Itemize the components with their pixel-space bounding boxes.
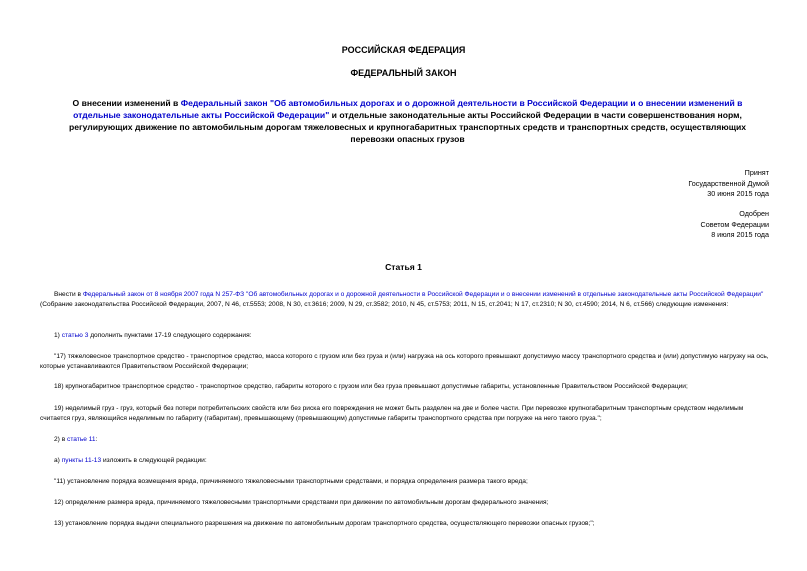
paragraph-item-19: 19) неделимый груз - груз, который без потери потребительских свойств или без риска его повреждения не может быть разделен на две и более части. При перевозке крупногабаритным транспортным средством неделимым считается груз, являющийся неделимым по габариту (габаритам), превышающему (превышающим) допустимые габариты транспортного средства при погрузке на него такого груза.";	[40, 405, 744, 422]
paragraph-item-17: "17) тяжеловесное транспортное средство - транспортное средство, масса которого с грузом или без груза и (или) нагрузка на ось которого превышают допустимую массу транспортного средства и (или) допустимую нагрузку на ось, которые устанавливаются Правительством Российской Федерации;	[40, 353, 769, 370]
approved-line1: Одобрен	[739, 209, 769, 218]
p6-text-a: 2) в	[54, 436, 68, 443]
adopted-block	[688, 168, 769, 200]
title-prefix: О внесении изменений в	[72, 98, 181, 108]
title-law-link[interactable]: Федеральный закон "Об автомобильных дорогах и о дорожной деятельности в Российской Федерации и о внесении изменений в отдельные законодательные акты Российской Федерации"	[73, 98, 743, 120]
approved-line2: Советом Федерации	[700, 219, 769, 229]
paragraph-intro	[40, 290, 770, 310]
p1-text-a: Внести в	[54, 291, 83, 298]
p7-text-b: изложить в следующей редакции:	[101, 457, 207, 464]
paragraph-item-1	[40, 331, 770, 341]
p6-text-b: :	[95, 436, 98, 443]
adopted-line1: Принят	[744, 168, 769, 177]
paragraph-item-11: "11) установление порядка возмещения вреда, причиняемого тяжеловесными транспортными средствами, и порядка определения размера такого вреда;	[54, 478, 528, 485]
p1-law-link[interactable]: Федеральный закон от 8 ноября 2007 года N 257-ФЗ "Об автомобильных дорогах и о дорожной деятельности в Российской Федерации и о внесении изменений в отдельные законодательные акты Российской Федерации"	[82, 291, 764, 298]
article-11-link[interactable]: статье 11	[67, 436, 96, 443]
p7-text-a: а)	[54, 457, 62, 464]
adopted-line2: Государственной Думой	[688, 178, 769, 188]
approved-block	[701, 209, 769, 241]
approved-line3: 8 июля 2015 года	[711, 230, 769, 239]
adopted-line3: 30 июня 2015 года	[707, 189, 769, 198]
paragraph-item-2	[40, 435, 770, 445]
federation-heading: РОССИЙСКАЯ ФЕДЕРАЦИЯ	[341, 45, 466, 55]
paragraph-item-13: 13) установление порядка выдачи специального разрешения на движение по автомобильным дорогам транспортного средства, осуществляющего перевозки опасных грузов;";	[54, 520, 595, 527]
law-type-heading: ФЕДЕРАЛЬНЫЙ ЗАКОН	[350, 68, 457, 78]
article-3-link[interactable]: статью 3	[61, 332, 89, 339]
p2-text-a: 1)	[54, 332, 62, 339]
paragraph-item-12: 12) определение размера вреда, причиняемого тяжеловесными транспортными средствами при движении по автомобильным дорогам федерального значения;	[54, 499, 549, 506]
p2-text-b: дополнить пунктами 17-19 следующего содержания:	[88, 332, 252, 339]
paragraph-item-18: 18) крупногабаритное транспортное средство - транспортное средство, габариты которого с грузом или без груза превышают допустимые габариты, установленные Правительством Российской Федерации;	[54, 383, 688, 390]
items-11-13-link[interactable]: пункты 11-13	[61, 457, 102, 464]
paragraph-item-a	[40, 456, 770, 466]
law-title	[50, 97, 765, 145]
p1-text-b: (Собрание законодательства Российской Федерации, 2007, N 46, ст.5553; 2008, N 30, ст.3616; 2009, N 29, ст.3582; 2010, N 45, ст.5753; 2011, N 15, ст.2041; N 17, ст.2310; N 30, ст.4590; 2014, N 6, ст.566) следующие изменения:	[40, 301, 729, 308]
title-suffix: и отдельные законодательные акты Российской Федерации в части совершенствования норм, регулирующих движение по автомобильным дорогам тяжеловесных и крупногабаритных транспортных средств и транспортных средств, осуществляющих перевозки опасных грузов	[68, 110, 747, 144]
article-heading: Статья 1	[385, 262, 422, 272]
